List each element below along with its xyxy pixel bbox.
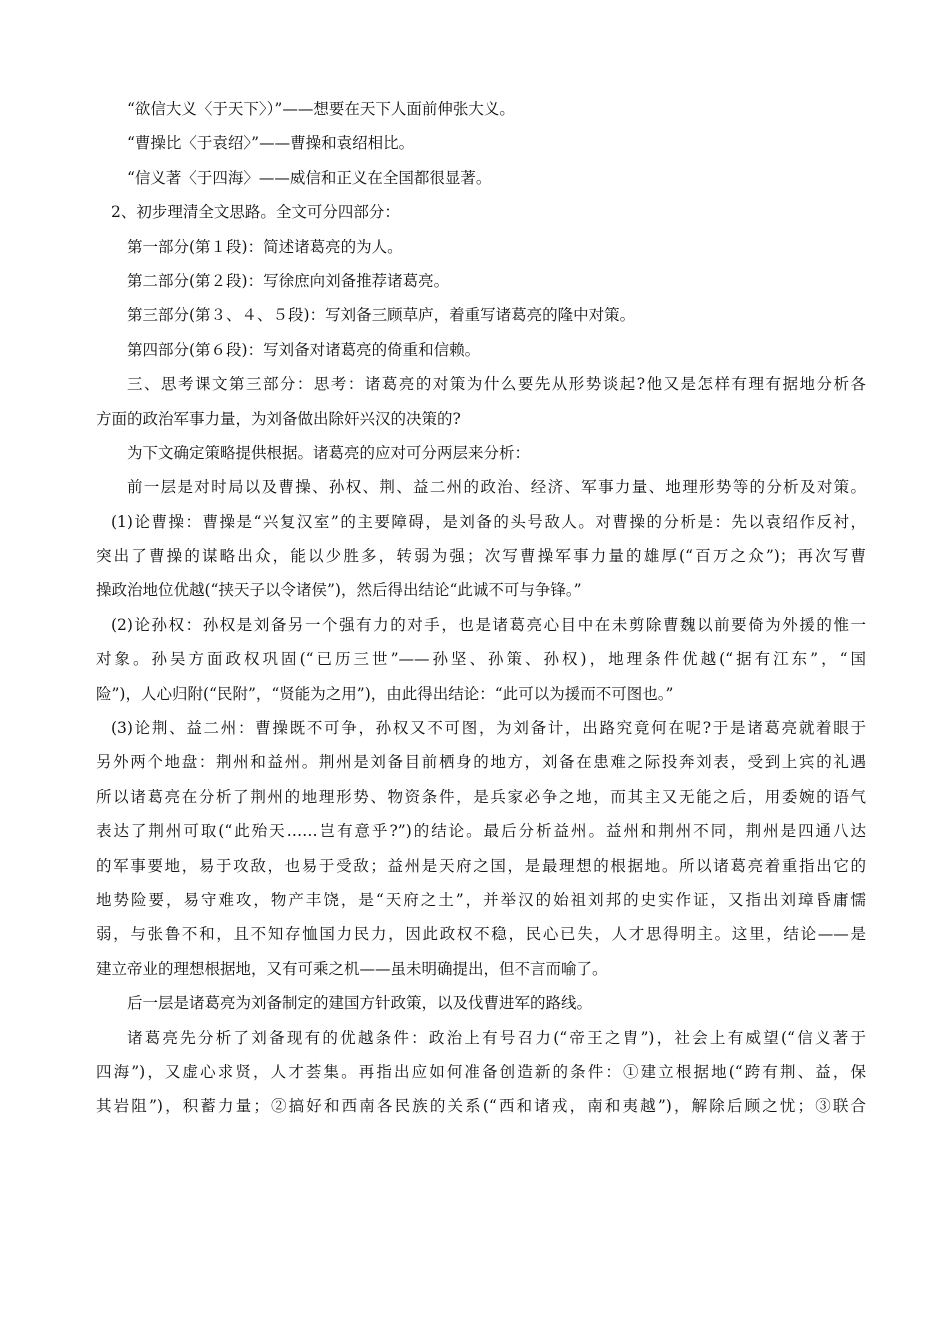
text-line: 其岩阻”)，积蓄力量；②搞好和西南各民族的关系(“西和诸戎，南和夷越”)，解除后顾之忧；③联合	[96, 1097, 866, 1116]
text-line: 操政治地位优越(“挟天子以令诸侯”)，然后得出结论“此诚不可与争锋。”	[96, 581, 582, 600]
text-line: “欲信大义〈于天下〉）”——想要在天下人面前伸张大义。	[127, 100, 515, 118]
text-line: 四海”)，又虚心求贤，人才荟集。再指出应如何准备创造新的条件：①建立根据地(“跨有荆、益，保	[96, 1062, 866, 1081]
text-line: 第一部分(第１段)：简述诸葛亮的为人。	[127, 237, 403, 256]
text-line: (3)论荆、益二州：曹操既不可争，孙权又不可图，为刘备计，出路究竟何在呢?于是诸葛亮就着眼于	[111, 719, 866, 738]
text-line: 险”)，人心归附(“民附”，“贤能为之用”)，由此得出结论：“此可以为援而不可图也。”	[96, 684, 674, 703]
text-line: 为下文确定策略提供根据。诸葛亮的应对可分两层来分析：	[127, 443, 531, 462]
text-line: 弱，与张鲁不和，且不知存恤国力民力，因此政权不稳，民心已失，人才思得明主。这里，结论——是	[96, 925, 866, 944]
text-line: 三、思考课文第三部分：思考：诸葛亮的对策为什么要先从形势谈起?他又是怎样有理有据地分析各	[127, 375, 866, 394]
text-line: 所以诸葛亮在分析了荆州的地理形势、物资条件，是兵家必争之地，而其主又无能之后，用委婉的语气	[96, 787, 866, 806]
text-line: 建立帝业的理想根据地，又有可乘之机——虽未明确提出，但不言而喻了。	[96, 959, 608, 978]
text-line: 第二部分(第２段)：写徐庶向刘备推荐诸葛亮。	[127, 271, 450, 290]
body-text	[96, 92, 866, 1124]
text-line: 突出了曹操的谋略出众，能以少胜多，转弱为强；次写曹操军事力量的雄厚(“百万之众”)；再次写曹	[96, 547, 866, 566]
text-line: (1)论曹操：曹操是“兴复汉室”的主要障碍，是刘备的头号敌人。对曹操的分析是：先以袁绍作反衬，	[111, 512, 866, 531]
text-line: 表达了荆州可取(“此殆天……岂有意乎?”)的结论。最后分析益州。益州和荆州不同，荆州是四通八达	[96, 822, 866, 841]
text-line: 第三部分(第３、４、５段)：写刘备三顾草庐，着重写诸葛亮的隆中对策。	[127, 306, 636, 325]
text-line: 方面的政治军事力量，为刘备做出除奸兴汉的决策的?	[96, 409, 461, 428]
text-line: “曹操比〈于袁绍〉”——曹操和袁绍相比。	[127, 134, 415, 153]
text-line: 另外两个地盘：荆州和益州。荆州是刘备目前栖身的地方，刘备在患难之际投奔刘表，受到上宾的礼遇	[96, 753, 866, 772]
text-line: 前一层是对时局以及曹操、孙权、荆、益二州的政治、经济、军事力量、地理形势等的分析及对策。	[127, 478, 866, 497]
text-line: 后一层是诸葛亮为刘备制定的建国方针政策，以及伐曹进军的路线。	[127, 994, 593, 1013]
text-line: 对象。孙吴方面政权巩固(“已历三世”——孙坚、孙策、孙权)，地理条件优越(“据有江东”，“国	[96, 650, 866, 669]
text-line: “信义著〈于四海〉——威信和正义在全国都很显著。	[127, 168, 492, 187]
text-line: 2、初步理清全文思路。全文可分四部分：	[111, 203, 400, 222]
text-line: 诸葛亮先分析了刘备现有的优越条件：政治上有号召力(“帝王之胄”)，社会上有威望(“信义著于	[127, 1028, 866, 1047]
text-line: 的军事要地，易于攻敌，也易于受敌；益州是天府之国，是最理想的根据地。所以诸葛亮着重指出它的	[96, 856, 866, 875]
text-line: 第四部分(第６段)：写刘备对诸葛亮的倚重和信赖。	[127, 340, 481, 359]
text-line: (2)论孙权：孙权是刘备另一个强有力的对手，也是诸葛亮心目中在未剪除曹魏以前要倚为外援的惟一	[111, 615, 866, 634]
text-line: 地势险要，易守难攻，物产丰饶，是“天府之土”，并举汉的始祖刘邦的史实作证，又指出刘璋昏庸懦	[96, 890, 866, 909]
